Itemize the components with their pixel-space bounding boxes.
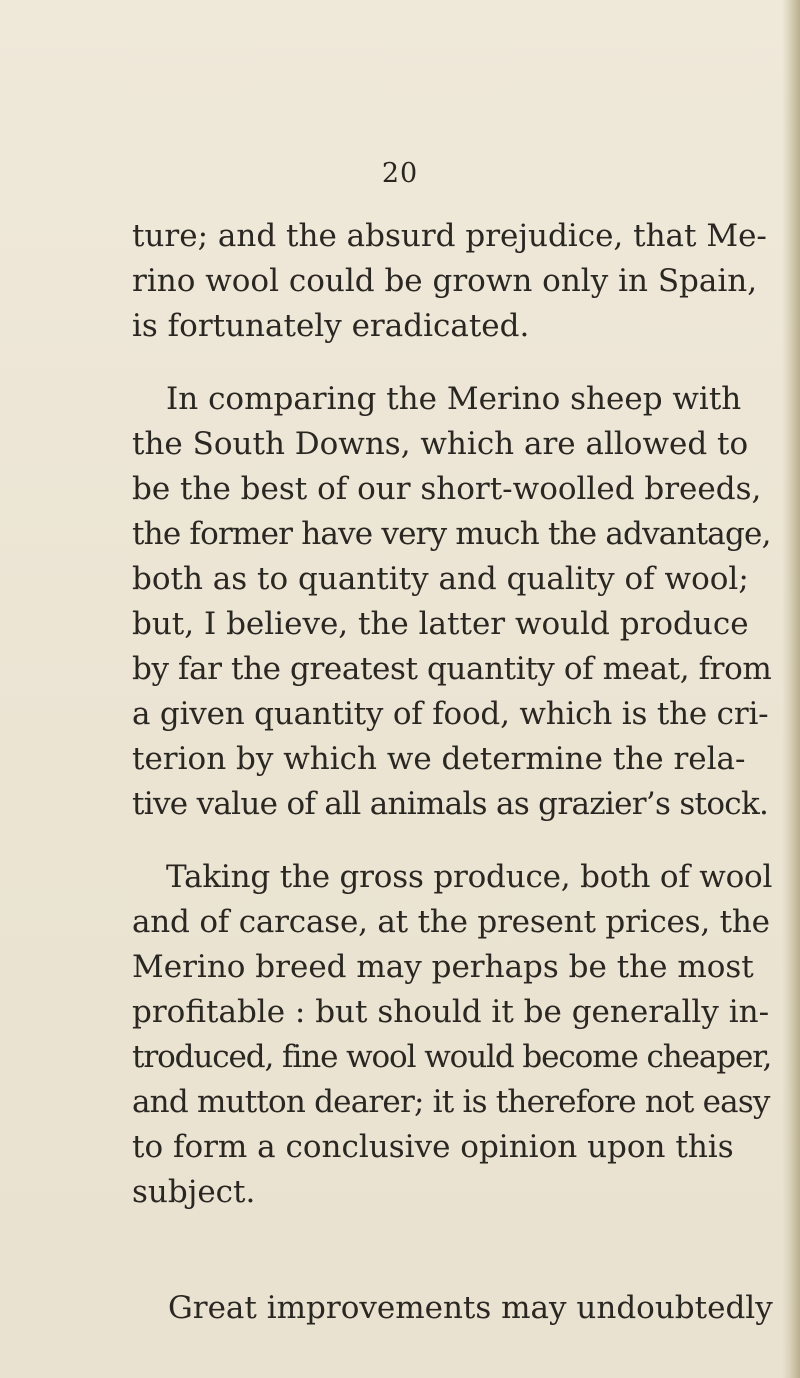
text-line: by far the greatest quantity of meat, from xyxy=(132,651,772,687)
text-line: Merino breed may perhaps be the most xyxy=(132,949,754,985)
text-line: to form a conclusive opinion upon this xyxy=(132,1129,734,1165)
text-line: terion by which we determine the rela- xyxy=(132,741,746,777)
text-line: and of carcase, at the present prices, the xyxy=(132,904,770,940)
text-line: profitable : but should it be generally in- xyxy=(132,994,770,1030)
text-line: In comparing the Merino sheep with xyxy=(166,381,742,417)
text-line: both as to quantity and quality of wool; xyxy=(132,561,749,597)
paragraph-1 xyxy=(132,214,772,349)
text-line: be the best of our short-woolled breeds, xyxy=(132,471,762,507)
text-line: but, I believe, the latter would produce xyxy=(132,606,749,642)
text-line: the former have very much the advantage, xyxy=(132,516,771,552)
text-line: the South Downs, which are allowed to xyxy=(132,426,749,462)
text-line: subject. xyxy=(132,1174,256,1210)
page-binding-edge xyxy=(782,0,800,1378)
text-line: is fortunately eradicated. xyxy=(132,308,530,344)
text-line: troduced, fine wool would become cheaper, xyxy=(132,1039,772,1075)
paragraph-2 xyxy=(132,377,772,827)
paragraph-3 xyxy=(132,855,772,1215)
text-line: tive value of all animals as grazier’s stock. xyxy=(132,786,769,822)
catchword: Great improvements may undoubtedly xyxy=(168,1290,773,1326)
page-number: 20 xyxy=(381,158,419,189)
text-line: ture; and the absurd prejudice, that Me- xyxy=(132,218,767,254)
text-line: Taking the gross produce, both of wool xyxy=(166,859,773,895)
text-line: and mutton dearer; it is therefore not easy xyxy=(132,1084,770,1120)
text-line: a given quantity of food, which is the cri- xyxy=(132,696,769,732)
body-text xyxy=(132,214,772,1215)
text-line: rino wool could be grown only in Spain, xyxy=(132,263,758,299)
